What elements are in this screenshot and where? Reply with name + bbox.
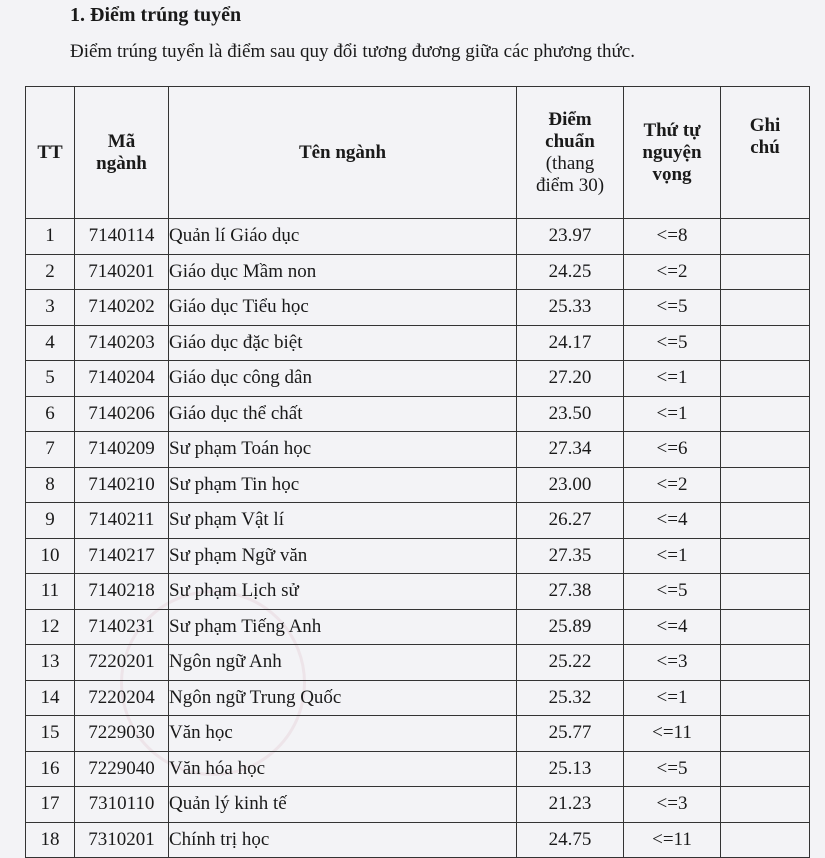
cell-score: 27.38 [517, 574, 624, 610]
cell-code: 7140231 [75, 609, 169, 645]
cell-preference: <=5 [624, 574, 721, 610]
cell-preference: <=2 [624, 467, 721, 503]
cell-tt: 4 [26, 325, 75, 361]
cell-note [721, 290, 810, 326]
cell-score: 23.97 [517, 219, 624, 255]
header-note-line: Ghi [749, 115, 781, 136]
cell-name: Văn hóa học [169, 751, 517, 787]
table-row [26, 645, 810, 681]
cell-preference: <=3 [624, 787, 721, 823]
cell-code: 7220201 [75, 645, 169, 681]
cell-score: 25.77 [517, 716, 624, 752]
table-header-row [26, 87, 810, 219]
cell-preference: <=8 [624, 219, 721, 255]
cell-tt: 1 [26, 219, 75, 255]
cell-note [721, 680, 810, 716]
cell-name: Giáo dục đặc biệt [169, 325, 517, 361]
cell-score: 25.89 [517, 609, 624, 645]
cell-code: 7229030 [75, 716, 169, 752]
cell-name: Quản lý kinh tế [169, 787, 517, 823]
cell-code: 7140209 [75, 432, 169, 468]
cell-name: Giáo dục thể chất [169, 396, 517, 432]
table-row [26, 219, 810, 255]
cell-tt: 15 [26, 716, 75, 752]
cell-name: Sư phạm Tin học [169, 467, 517, 503]
header-preference [624, 87, 721, 219]
cell-code: 7140203 [75, 325, 169, 361]
table-row [26, 361, 810, 397]
cell-preference: <=5 [624, 290, 721, 326]
cell-code: 7140114 [75, 219, 169, 255]
table-row [26, 503, 810, 539]
cell-note [721, 716, 810, 752]
table-row [26, 609, 810, 645]
cell-code: 7220204 [75, 680, 169, 716]
cell-tt: 14 [26, 680, 75, 716]
header-preference-line: nguyện [642, 141, 702, 163]
header-preference-line: Thứ tự [643, 119, 701, 141]
header-code-line: ngành [96, 152, 147, 174]
cell-note [721, 432, 810, 468]
cell-score: 24.17 [517, 325, 624, 361]
cell-name: Giáo dục Mầm non [169, 254, 517, 290]
cell-code: 7140218 [75, 574, 169, 610]
cell-name: Sư phạm Toán học [169, 432, 517, 468]
cell-tt: 17 [26, 787, 75, 823]
cell-tt: 10 [26, 538, 75, 574]
cell-note [721, 751, 810, 787]
cell-tt: 11 [26, 574, 75, 610]
cell-code: 7140204 [75, 361, 169, 397]
cell-code: 7140211 [75, 503, 169, 539]
table-row [26, 254, 810, 290]
header-score-line: chuẩn [545, 130, 595, 152]
cell-note [721, 609, 810, 645]
table-row [26, 751, 810, 787]
cell-score: 27.20 [517, 361, 624, 397]
cell-name: Sư phạm Lịch sử [169, 574, 517, 610]
cell-preference: <=5 [624, 325, 721, 361]
cell-name: Ngôn ngữ Anh [169, 645, 517, 681]
cell-name: Sư phạm Ngữ văn [169, 538, 517, 574]
cell-tt: 18 [26, 822, 75, 858]
header-tt: TT [26, 87, 75, 219]
cell-note [721, 787, 810, 823]
cell-tt: 12 [26, 609, 75, 645]
cell-code: 7140206 [75, 396, 169, 432]
cell-note [721, 574, 810, 610]
header-note-line: chú [750, 137, 780, 158]
header-code [75, 87, 169, 219]
header-score-line: Điểm [548, 108, 592, 130]
header-code-line: Mã [107, 130, 136, 152]
cell-preference: <=11 [624, 716, 721, 752]
cell-code: 7140217 [75, 538, 169, 574]
cell-score: 26.27 [517, 503, 624, 539]
cell-score: 21.23 [517, 787, 624, 823]
cell-preference: <=2 [624, 254, 721, 290]
cell-score: 25.33 [517, 290, 624, 326]
intro-paragraph: Điểm trúng tuyển là điểm sau quy đổi tương đương giữa các phương thức. [70, 41, 635, 62]
cell-preference: <=5 [624, 751, 721, 787]
cell-preference: <=1 [624, 538, 721, 574]
cell-tt: 5 [26, 361, 75, 397]
cell-score: 23.00 [517, 467, 624, 503]
table-row [26, 716, 810, 752]
cell-preference: <=6 [624, 432, 721, 468]
cell-preference: <=1 [624, 361, 721, 397]
cell-score: 27.35 [517, 538, 624, 574]
table-row [26, 538, 810, 574]
cell-tt: 3 [26, 290, 75, 326]
cell-tt: 2 [26, 254, 75, 290]
table-row [26, 467, 810, 503]
cell-preference: <=4 [624, 609, 721, 645]
cell-code: 7229040 [75, 751, 169, 787]
cell-name: Ngôn ngữ Trung Quốc [169, 680, 517, 716]
cell-preference: <=4 [624, 503, 721, 539]
cell-note [721, 361, 810, 397]
cell-preference: <=1 [624, 680, 721, 716]
cell-code: 7310201 [75, 822, 169, 858]
cell-note [721, 538, 810, 574]
header-score [517, 87, 624, 219]
cell-code: 7140210 [75, 467, 169, 503]
cell-tt: 6 [26, 396, 75, 432]
section-title: 1. Điểm trúng tuyển [70, 4, 242, 26]
header-name: Tên ngành [169, 87, 517, 219]
cell-code: 7310110 [75, 787, 169, 823]
cell-score: 25.13 [517, 751, 624, 787]
header-score-line: điểm 30) [535, 174, 605, 196]
header-note [721, 87, 810, 219]
admission-scores-table [25, 86, 810, 858]
cell-name: Giáo dục Tiểu học [169, 290, 517, 326]
header-preference-line: vọng [652, 163, 692, 185]
table-row [26, 290, 810, 326]
cell-note [721, 645, 810, 681]
cell-note [721, 254, 810, 290]
cell-score: 24.75 [517, 822, 624, 858]
cell-code: 7140201 [75, 254, 169, 290]
cell-preference: <=11 [624, 822, 721, 858]
table-row [26, 787, 810, 823]
cell-name: Giáo dục công dân [169, 361, 517, 397]
cell-note [721, 467, 810, 503]
cell-note [721, 503, 810, 539]
table-row [26, 325, 810, 361]
cell-preference: <=3 [624, 645, 721, 681]
cell-name: Quản lí Giáo dục [169, 219, 517, 255]
cell-tt: 8 [26, 467, 75, 503]
cell-code: 7140202 [75, 290, 169, 326]
cell-preference: <=1 [624, 396, 721, 432]
cell-score: 27.34 [517, 432, 624, 468]
cell-score: 25.22 [517, 645, 624, 681]
table-row [26, 574, 810, 610]
cell-tt: 16 [26, 751, 75, 787]
cell-tt: 9 [26, 503, 75, 539]
cell-score: 25.32 [517, 680, 624, 716]
cell-note [721, 219, 810, 255]
table-row [26, 396, 810, 432]
header-score-line: (thang [545, 152, 595, 174]
cell-score: 24.25 [517, 254, 624, 290]
cell-name: Văn học [169, 716, 517, 752]
table-row [26, 432, 810, 468]
cell-tt: 13 [26, 645, 75, 681]
cell-note [721, 325, 810, 361]
cell-tt: 7 [26, 432, 75, 468]
cell-score: 23.50 [517, 396, 624, 432]
cell-name: Sư phạm Vật lí [169, 503, 517, 539]
table-row [26, 680, 810, 716]
cell-name: Chính trị học [169, 822, 517, 858]
cell-note [721, 396, 810, 432]
cell-name: Sư phạm Tiếng Anh [169, 609, 517, 645]
